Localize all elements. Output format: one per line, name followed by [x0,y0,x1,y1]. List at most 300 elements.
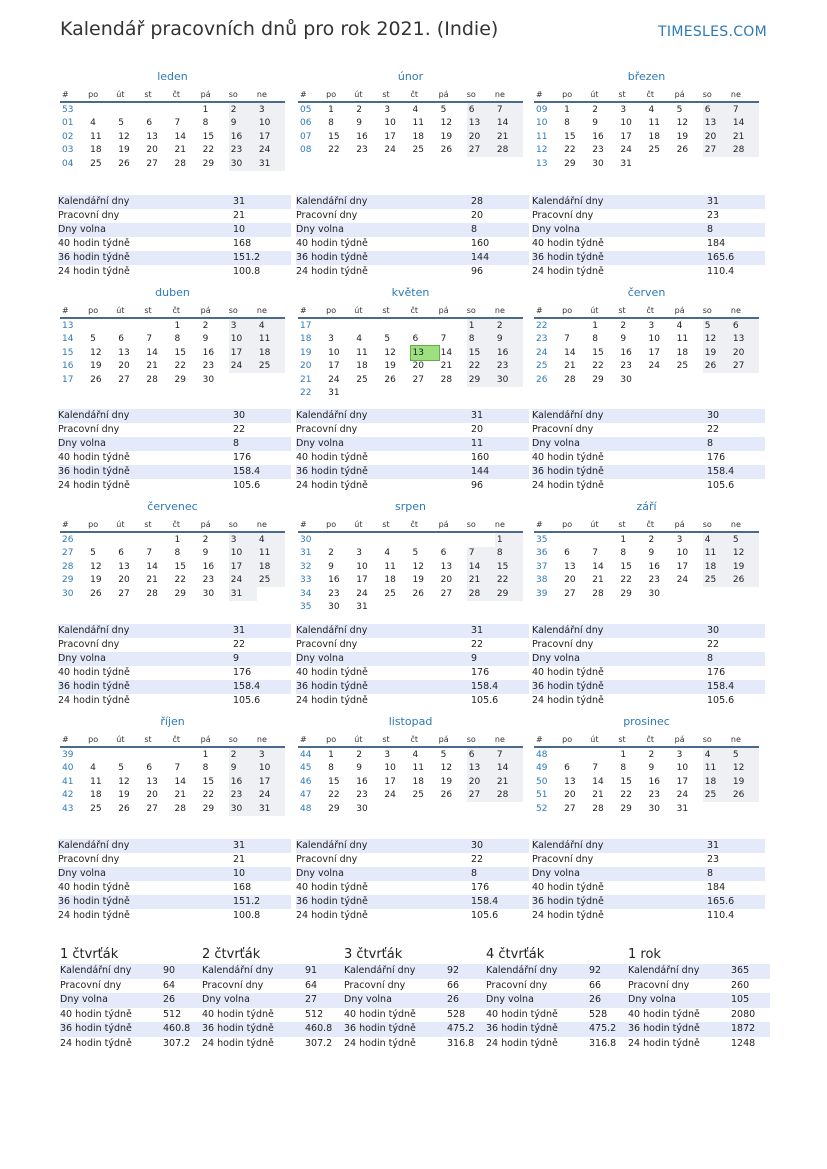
stat-value: 11 [471,438,484,449]
weekday-header: ne [731,733,759,747]
day-cell: 1 [564,104,570,115]
day-cell: 4 [257,532,285,547]
week-row [60,762,285,776]
day-cell: 15 [495,560,523,574]
day-cell [326,532,354,547]
day-cell [173,747,201,762]
stat-row [296,265,529,279]
weekday-header: so [229,733,257,747]
day-cell: 30 [620,374,632,385]
stat-value: 22 [707,424,720,435]
day-cell: 14 [592,776,604,787]
stat-label: Dny volna [486,994,534,1005]
stat-label: Kalendářní dny [532,840,604,851]
stat-label: Kalendářní dny [344,965,416,976]
day-cell: 2 [648,749,655,760]
day-cell: 24 [229,574,257,588]
day-cell: 24 [229,360,257,374]
day-cell: 25 [703,574,731,588]
day-cell: 29 [202,158,215,169]
stat-label: 36 hodin týdně [296,466,368,477]
day-cell: 31 [676,803,689,814]
day-cell: 1 [620,749,627,760]
day-cell: 19 [118,790,130,801]
day-cell: 2 [356,749,362,760]
day-cell: 10 [384,763,396,774]
weekday-header: ne [257,518,285,532]
stat-label: Kalendářní dny [628,965,700,976]
weekday-header: so [703,304,731,318]
day-cell: 29 [620,588,632,599]
weekday-header: ne [495,518,523,532]
week-number: 05 [300,104,312,115]
stat-label: 40 hodin týdně [296,238,368,249]
day-cell: 8 [620,548,627,559]
day-cell: 2 [495,318,523,333]
day-cell: 5 [676,104,683,115]
week-number: 35 [536,534,548,545]
month-calendar [298,715,523,816]
stat-row [58,881,291,895]
week-row [298,117,523,131]
day-cell: 28 [495,789,523,803]
stat-row [296,652,529,666]
day-cell [116,102,144,117]
stat-row [532,265,765,279]
week-row [298,601,523,615]
day-cell: 26 [440,145,453,156]
stat-label: 40 hodin týdně [60,1008,132,1020]
day-cell: 21 [564,361,576,372]
weekday-header-row [60,733,285,747]
day-cell: 13 [146,131,158,142]
stat-value: 165.6 [707,252,735,263]
stat-value: 105 [731,994,750,1005]
week-row [534,373,759,387]
stat-value: 26 [163,994,176,1005]
day-cell [703,373,731,387]
stat-value: 26 [447,994,460,1005]
day-cell [675,157,703,171]
stat-value: 100.8 [233,910,261,921]
day-cell: 6 [467,102,495,117]
period-stat-row [628,993,770,1008]
stat-label: 40 hodin týdně [296,452,368,463]
day-cell: 23 [620,361,632,372]
stat-value: 8 [471,224,478,235]
stat-value: 105.6 [707,695,735,706]
week-row [534,318,759,333]
day-cell [382,802,410,816]
week-row [60,789,285,803]
day-cell: 1 [592,320,598,331]
period-title: 2 čtvrťák [202,947,261,962]
day-cell: 22 [564,145,576,156]
week-number: 16 [62,361,74,372]
stat-label: Pracovní dny [532,854,594,865]
week-row [60,333,285,347]
day-cell: 13 [118,347,130,358]
week-row [298,130,523,144]
stat-row [58,195,291,209]
day-cell: 23 [202,361,215,372]
day-cell: 25 [648,145,660,156]
week-number: 19 [300,347,312,358]
weekday-header-row [60,304,285,318]
day-cell: 29 [620,803,632,814]
day-cell [647,157,675,171]
period-stat-row [486,993,628,1008]
day-cell: 26 [90,374,102,385]
stat-label: 36 hodin týdně [202,1023,274,1034]
stat-label: 36 hodin týdně [532,681,604,692]
day-cell: 15 [174,347,186,358]
stat-value: 9 [233,653,240,664]
stat-value: 1248 [731,1037,756,1049]
stat-label: Pracovní dny [532,210,594,221]
week-row [60,157,285,171]
stat-value: 260 [731,979,750,991]
day-cell: 23 [202,575,215,586]
weekday-header: čt [411,733,439,747]
day-cell: 8 [328,763,334,774]
day-cell: 21 [592,790,604,801]
weekday-header: st [144,304,172,318]
day-cell: 13 [564,776,576,787]
period-stat-row [344,1037,486,1052]
day-cell: 3 [384,749,391,760]
stat-row [296,409,529,423]
day-cell: 4 [703,747,731,762]
day-cell: 8 [620,763,627,774]
stat-label: 24 hodin týdně [60,1037,132,1049]
stat-row [296,853,529,867]
day-cell: 30 [495,373,523,387]
stat-label: Dny volna [344,994,392,1005]
weekday-header: st [618,304,646,318]
period-stat-row [628,964,770,979]
day-cell: 10 [676,763,689,774]
day-cell: 6 [118,548,124,559]
period-title: 1 rok [628,947,661,962]
stat-label: Dny volna [58,653,106,664]
weekday-header: st [382,304,410,318]
weekday-header: st [382,733,410,747]
day-cell: 9 [620,334,627,345]
stat-value: 21 [233,210,246,221]
day-cell: 15 [174,561,186,572]
day-cell [116,318,144,333]
weekday-header: st [144,518,172,532]
day-cell: 8 [564,118,570,129]
day-cell [703,802,731,816]
day-cell [257,373,285,387]
day-cell: 22 [328,145,340,156]
day-cell: 12 [90,347,102,358]
stat-label: 36 hodin týdně [532,896,604,907]
day-cell: 4 [90,763,96,774]
day-cell: 25 [356,374,368,385]
weekday-header: pá [675,88,703,102]
stat-label: Dny volna [58,438,106,449]
day-cell: 9 [356,763,362,774]
stat-value: 66 [447,979,460,991]
stat-label: Pracovní dny [486,979,548,991]
stat-label: 24 hodin týdně [532,910,604,921]
stat-label: 40 hodin týdně [202,1008,274,1020]
stat-value: 66 [589,979,602,991]
day-cell: 17 [229,560,257,574]
day-cell: 26 [118,158,130,169]
weekday-header: po [326,733,354,747]
month-name: březen [627,70,666,83]
day-cell: 21 [174,145,186,156]
weekday-header: pá [201,518,229,532]
day-cell: 29 [328,803,340,814]
stat-value: 528 [447,1008,466,1020]
day-cell: 8 [328,118,334,129]
stat-value: 158.4 [471,681,499,692]
day-cell [495,387,523,401]
stat-row [532,423,765,437]
week-number: 02 [62,131,74,142]
weekday-header: pá [439,304,467,318]
day-cell: 1 [467,318,495,333]
week-number: 06 [300,118,312,129]
stat-label: Dny volna [532,438,580,449]
day-cell: 4 [356,334,362,345]
month-grid [60,304,285,387]
week-row [298,762,523,776]
day-cell: 24 [356,588,368,599]
week-number: 12 [536,145,548,156]
day-cell [562,532,590,547]
weekday-header: st [618,518,646,532]
stat-label: Dny volna [296,438,344,449]
day-cell: 5 [118,763,124,774]
week-number: 41 [62,776,74,787]
day-cell: 6 [118,334,124,345]
week-row [60,775,285,789]
week-row [534,144,759,158]
day-cell: 16 [356,776,368,787]
period-stat-row [60,993,202,1008]
day-cell: 11 [356,347,368,358]
weekday-header: po [326,304,354,318]
day-cell: 2 [328,548,334,559]
day-cell: 2 [592,104,598,115]
stat-value: 31 [707,840,720,851]
day-cell: 7 [146,548,153,559]
stat-value: 22 [471,854,484,865]
day-cell: 31 [257,157,285,171]
stat-label: 24 hodin týdně [532,266,604,277]
week-row [534,762,759,776]
day-cell: 1 [202,749,209,760]
stat-label: 36 hodin týdně [58,466,130,477]
stat-label: Pracovní dny [58,854,120,865]
day-cell [439,532,467,547]
stat-label: Kalendářní dny [532,410,604,421]
stat-row [296,694,529,708]
week-number: 52 [536,803,548,814]
week-row [534,560,759,574]
month-calendar [60,70,285,171]
stat-row [532,881,765,895]
day-cell: 10 [328,347,340,358]
period-stat-row [486,964,628,979]
month-grid [534,304,759,387]
day-cell: 15 [202,131,215,142]
week-number: 03 [62,145,74,156]
day-cell: 22 [174,361,186,372]
month-stats [58,195,291,279]
stat-row [58,694,291,708]
stat-label: Kalendářní dny [60,965,132,976]
week-row [60,318,285,333]
stat-label: Kalendářní dny [58,410,130,421]
period-stat-row [202,1037,344,1052]
stat-row [296,638,529,652]
day-cell: 7 [495,747,523,762]
stat-value: 512 [163,1008,182,1020]
stat-row [58,251,291,265]
period-stat-row [60,1022,202,1037]
stat-label: Kalendářní dny [202,965,274,976]
day-cell: 20 [118,361,130,372]
week-row [534,117,759,131]
stat-value: 23 [707,854,720,865]
week-number: 30 [300,534,312,545]
day-cell: 17 [257,775,285,789]
week-number: 42 [62,790,74,801]
day-cell: 29 [495,587,523,601]
month-stats [296,409,529,493]
week-row [60,360,285,374]
stat-value: 176 [707,452,726,463]
day-cell: 21 [146,361,158,372]
stat-label: Pracovní dny [296,854,358,865]
weekday-header: čt [647,304,675,318]
weekday-header: pá [201,733,229,747]
day-cell [562,747,590,762]
week-number: 30 [62,588,74,599]
week-number: 47 [300,790,312,801]
day-cell: 23 [328,588,340,599]
week-number: 10 [536,118,548,129]
day-cell: 5 [90,548,96,559]
stat-label: Dny volna [532,868,580,879]
day-cell: 5 [118,118,124,129]
weekday-header: út [354,88,382,102]
month-stats [532,195,765,279]
weekday-header: út [116,733,144,747]
weekday-header: pá [675,733,703,747]
day-cell: 26 [731,574,759,588]
period-stat-row [60,1008,202,1023]
day-cell: 3 [676,534,683,545]
weekday-header: so [703,733,731,747]
stat-label: Dny volna [532,224,580,235]
week-number: 44 [300,749,312,760]
weekday-header: # [60,733,88,747]
weekday-header: út [116,518,144,532]
stat-label: 36 hodin týdně [628,1023,700,1034]
week-row [60,144,285,158]
stat-row [296,223,529,237]
stat-row [58,423,291,437]
day-cell [144,747,172,762]
stat-row [296,624,529,638]
weekday-header-row [534,518,759,532]
day-cell: 17 [384,776,396,787]
stat-label: Pracovní dny [344,979,406,991]
week-row [534,587,759,601]
day-cell: 18 [384,575,396,586]
stat-row [532,465,765,479]
weekday-header-row [534,733,759,747]
stat-label: 40 hodin týdně [532,667,604,678]
stat-row [58,223,291,237]
day-cell: 14 [146,347,158,358]
weekday-header: po [562,518,590,532]
day-cell [675,373,703,387]
day-cell: 13 [467,117,495,131]
week-number: 13 [536,158,548,169]
day-cell [467,387,495,401]
day-cell: 10 [648,334,660,345]
stat-value: 20 [471,424,484,435]
stat-value: 144 [471,466,490,477]
month-grid [298,304,523,400]
day-cell: 19 [676,131,689,142]
stat-row [58,209,291,223]
stat-value: 8 [707,224,714,235]
stat-label: 36 hodin týdně [344,1023,416,1034]
month-name: srpen [395,500,426,513]
stat-label: Pracovní dny [296,424,358,435]
weekday-header: so [229,304,257,318]
stat-label: Kalendářní dny [58,840,130,851]
month-name: leden [157,70,188,83]
stat-row [58,409,291,423]
stat-value: 158.4 [233,681,261,692]
weekday-header: ne [257,88,285,102]
stat-label: 36 hodin týdně [486,1023,558,1034]
stat-label: Dny volna [58,224,106,235]
week-row [298,532,523,547]
week-row [60,532,285,547]
day-cell: 12 [731,547,759,561]
stat-label: 24 hodin týdně [58,266,130,277]
week-number: 50 [536,776,548,787]
day-cell: 18 [703,775,731,789]
day-cell: 29 [202,803,215,814]
day-cell: 21 [495,775,523,789]
stat-row [296,209,529,223]
day-cell: 10 [356,561,368,572]
brand-link[interactable]: TIMESLES.COM [658,24,767,40]
day-cell: 27 [564,803,576,814]
day-cell: 15 [620,561,632,572]
day-cell: 13 [731,333,759,347]
weekday-header: st [144,733,172,747]
day-cell [647,373,675,387]
weekday-header: čt [173,304,201,318]
day-cell: 13 [564,561,576,572]
stat-value: 460.8 [163,1023,191,1034]
weekday-header: ne [495,733,523,747]
